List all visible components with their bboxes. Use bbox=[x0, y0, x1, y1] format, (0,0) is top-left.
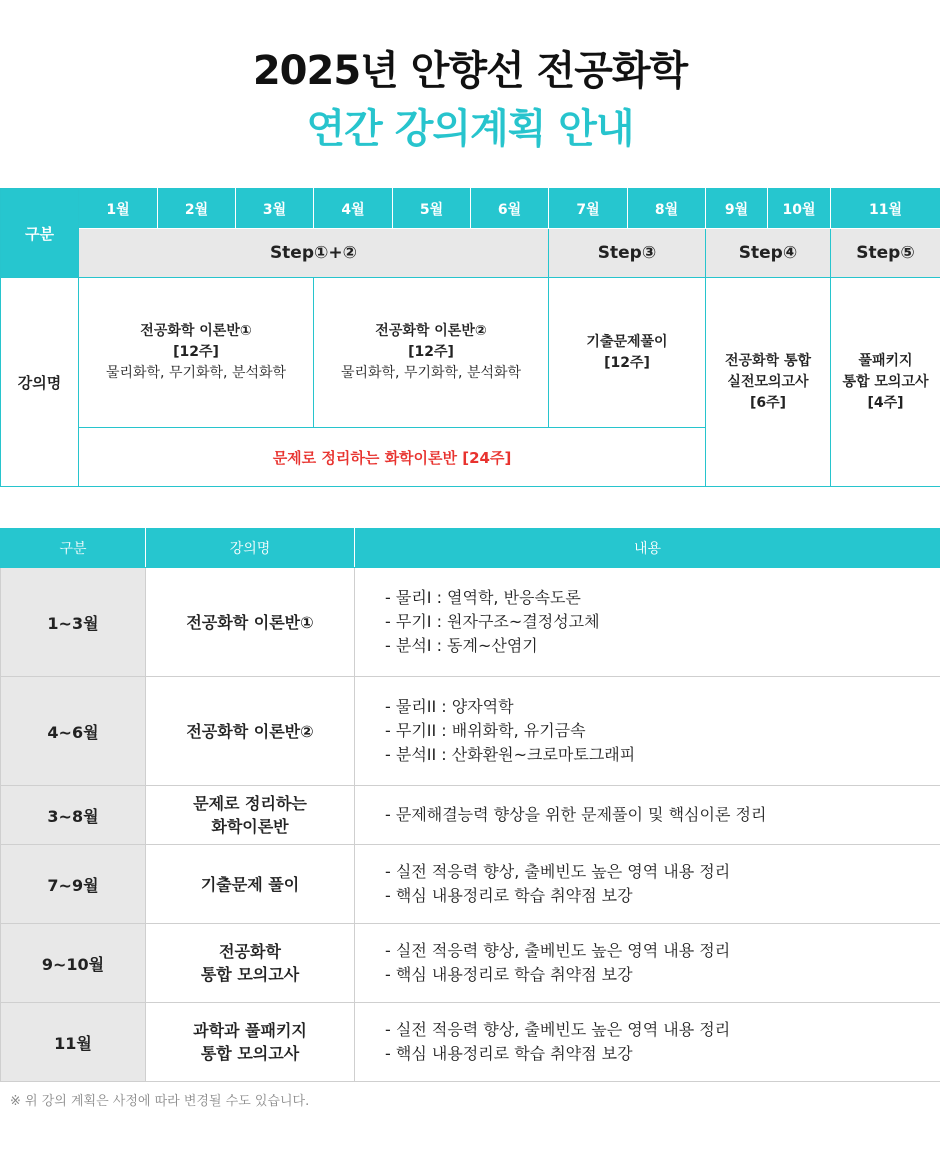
lecture-mock-line2: 실전모의고사 bbox=[727, 373, 809, 390]
month-6: 6월 bbox=[471, 189, 549, 229]
row-course-line: 전공화학 이론반① bbox=[186, 612, 314, 632]
row-period: 3~8월 bbox=[1, 786, 146, 845]
month-2: 2월 bbox=[158, 189, 236, 229]
lecture-package bbox=[831, 278, 940, 487]
lecture-theory2-subjects: 물리화학, 무기화학, 분석화학 bbox=[340, 365, 522, 381]
detail-table bbox=[0, 528, 940, 1082]
lecture-theory2 bbox=[314, 278, 549, 428]
lecture-theory2-weeks: [12주] bbox=[408, 344, 454, 360]
row-course bbox=[146, 845, 355, 924]
row-course-line: 통합 모의고사 bbox=[200, 1044, 300, 1063]
row-course-line: 통합 모의고사 bbox=[200, 965, 300, 984]
lecture-name-label: 강의명 bbox=[1, 278, 79, 487]
lecture-theory1-subjects: 물리화학, 무기화학, 분석화학 bbox=[105, 365, 287, 381]
step-5: Step⑤ bbox=[831, 229, 940, 278]
lecture-mock-exam bbox=[706, 278, 831, 487]
row-content bbox=[355, 924, 940, 1003]
row-content bbox=[355, 677, 940, 786]
row-content bbox=[355, 845, 940, 924]
lecture-past-weeks: [12주] bbox=[604, 354, 650, 371]
row-content-line: - 핵심 내용정리로 학습 취약점 보강 bbox=[385, 886, 633, 905]
table-row bbox=[1, 677, 940, 786]
row-course bbox=[146, 677, 355, 786]
title-main: 2025년 안향선 전공화학 bbox=[252, 48, 688, 94]
row-period: 4~6월 bbox=[1, 677, 146, 786]
row-content-line: - 물리II : 양자역학 bbox=[385, 697, 514, 716]
month-4: 4월 bbox=[314, 189, 393, 229]
month-10: 10월 bbox=[768, 189, 831, 229]
row-course-line: 전공화학 bbox=[219, 942, 281, 961]
row-period: 9~10월 bbox=[1, 924, 146, 1003]
row-content-line: - 무기II : 배위화학, 유기금속 bbox=[385, 721, 586, 740]
detail-header-category: 구분 bbox=[1, 529, 146, 568]
row-content-line: - 분석I : 동계~산염기 bbox=[385, 636, 538, 655]
month-8: 8월 bbox=[628, 189, 706, 229]
month-1: 1월 bbox=[79, 189, 158, 229]
row-course-line: 기출문제 풀이 bbox=[200, 874, 300, 894]
row-course bbox=[146, 786, 355, 845]
table-row bbox=[1, 1003, 940, 1082]
page-title bbox=[0, 44, 940, 156]
lecture-past-exam bbox=[549, 278, 706, 428]
schedule-table bbox=[0, 188, 940, 487]
schedule-category-label: 구분 bbox=[1, 189, 79, 278]
row-content bbox=[355, 568, 940, 677]
row-course-line: 과학과 풀패키지 bbox=[193, 1021, 307, 1040]
row-content-line: - 실전 적응력 향상, 출베빈도 높은 영역 내용 정리 bbox=[385, 941, 731, 960]
row-content-line: - 실전 적응력 향상, 출베빈도 높은 영역 내용 정리 bbox=[385, 862, 731, 881]
row-course-line: 전공화학 이론반② bbox=[186, 721, 314, 741]
lecture-package-line1: 풀패키지 bbox=[858, 352, 913, 369]
row-course-line: 화학이론반 bbox=[211, 817, 289, 836]
table-row bbox=[1, 786, 940, 845]
row-content-line: - 분석II : 산화환원~크로마토그래피 bbox=[385, 745, 636, 764]
row-content-line: - 핵심 내용정리로 학습 취약점 보강 bbox=[385, 965, 633, 984]
table-row bbox=[1, 568, 940, 677]
month-3: 3월 bbox=[236, 189, 314, 229]
step-1-2: Step①+② bbox=[79, 229, 549, 278]
lecture-past-name: 기출문제풀이 bbox=[586, 333, 668, 350]
lecture-theory1-weeks: [12주] bbox=[173, 344, 219, 360]
detail-header-course: 강의명 bbox=[146, 529, 355, 568]
row-course-line: 문제로 정리하는 bbox=[193, 794, 307, 813]
row-content-line: - 문제해결능력 향상을 위한 문제풀이 및 핵심이론 정리 bbox=[385, 805, 767, 824]
lecture-theory2-name: 전공화학 이론반② bbox=[375, 323, 487, 339]
step-4: Step④ bbox=[706, 229, 831, 278]
row-course bbox=[146, 924, 355, 1003]
row-course bbox=[146, 1003, 355, 1082]
row-content-line: - 실전 적응력 향상, 출베빈도 높은 영역 내용 정리 bbox=[385, 1020, 731, 1039]
lecture-package-line2: 통합 모의고사 bbox=[842, 373, 929, 390]
month-11: 11월 bbox=[831, 189, 940, 229]
detail-header-content: 내용 bbox=[355, 529, 940, 568]
row-period: 1~3월 bbox=[1, 568, 146, 677]
table-row bbox=[1, 845, 940, 924]
month-9: 9월 bbox=[706, 189, 768, 229]
lecture-package-weeks: [4주] bbox=[867, 394, 904, 411]
row-period: 7~9월 bbox=[1, 845, 146, 924]
row-content-line: - 핵심 내용정리로 학습 취약점 보강 bbox=[385, 1044, 633, 1063]
month-7: 7월 bbox=[549, 189, 628, 229]
lecture-mock-line1: 전공화학 통합 bbox=[724, 352, 812, 369]
month-5: 5월 bbox=[393, 189, 471, 229]
title-sub: 연간 강의계획 안내 bbox=[306, 106, 634, 152]
table-row bbox=[1, 924, 940, 1003]
step-3: Step③ bbox=[549, 229, 706, 278]
row-content-line: - 무기I : 원자구조~결정성고체 bbox=[385, 612, 600, 631]
lecture-theory1 bbox=[79, 278, 314, 428]
lecture-problem-theory: 문제로 정리하는 화학이론반 [24주] bbox=[79, 428, 706, 487]
lecture-mock-weeks: [6주] bbox=[749, 394, 787, 411]
row-period: 11월 bbox=[1, 1003, 146, 1082]
lecture-theory1-name: 전공화학 이론반① bbox=[140, 323, 252, 339]
footnote: ※ 위 강의 계획은 사정에 따라 변경될 수도 있습니다. bbox=[10, 1094, 310, 1109]
row-content bbox=[355, 1003, 940, 1082]
row-content bbox=[355, 786, 940, 845]
row-course bbox=[146, 568, 355, 677]
row-content-line: - 물리I : 열역학, 반응속도론 bbox=[385, 588, 581, 607]
